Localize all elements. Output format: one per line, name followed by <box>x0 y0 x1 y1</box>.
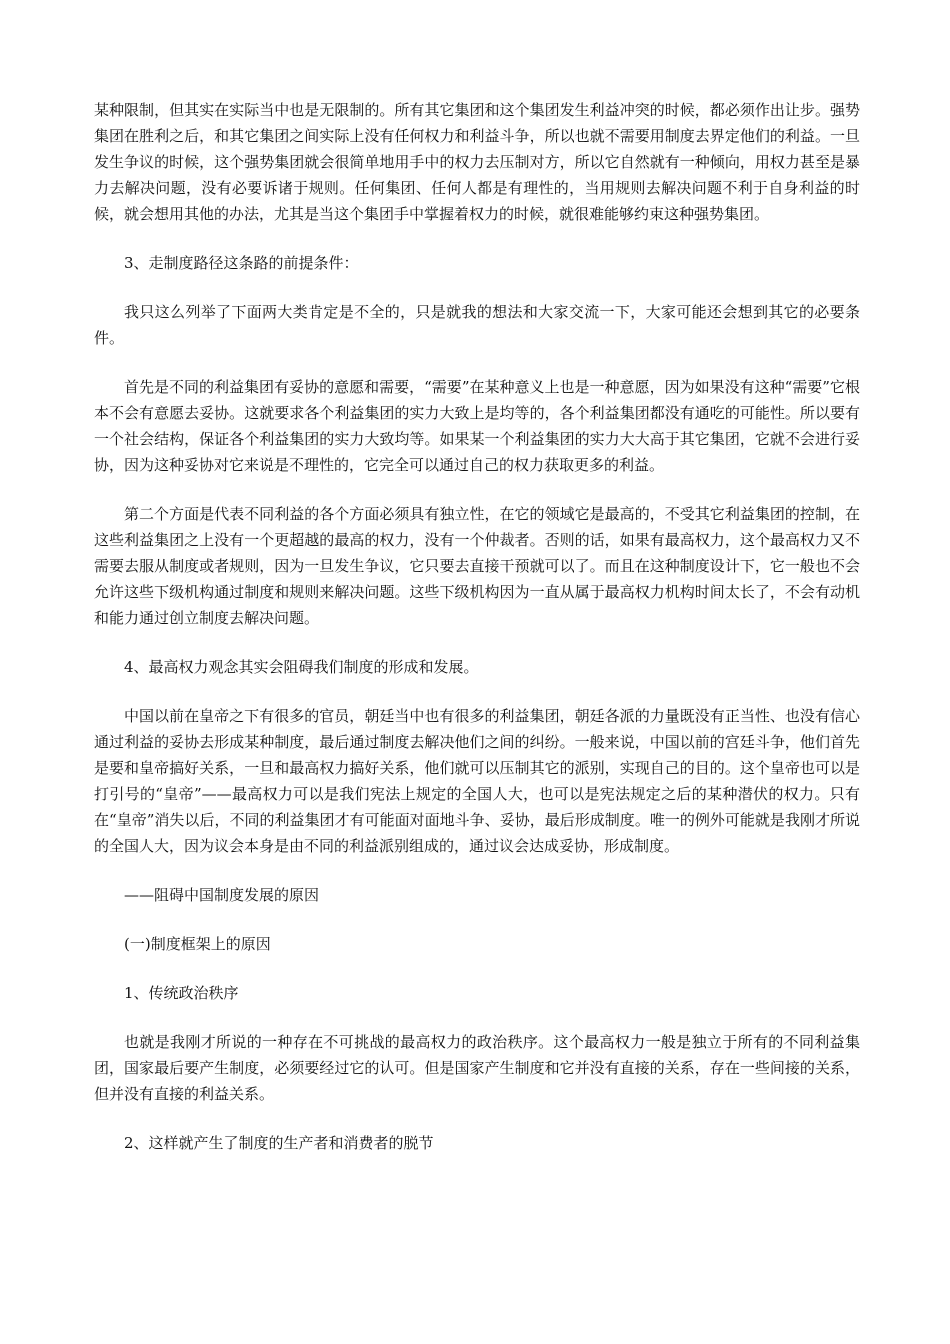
section-heading-4: 4、最高权力观念其实会阻碍我们制度的形成和发展。 <box>124 658 479 676</box>
subsection-heading-1: (一)制度框架上的原因 <box>124 935 271 953</box>
document-page <box>94 97 860 1179</box>
item-heading-2: 2、这样就产生了制度的生产者和消费者的脱节 <box>124 1134 434 1152</box>
paragraph-continuation: 某种限制，但其实在实际当中也是无限制的。所有其它集团和这个集团发生利益冲突的时候，都必须作出让步。强势集团在胜利之后，和其它集团之间实际上没有任何权力和利益斗争，所以也就不需要用制度去界定他们的利益。一旦发生争议的时候，这个强势集团就会很简单地用手中的权力去压制对方，所以它自然就有一种倾向，用权力甚至是暴力去解决问题，没有必要诉诸于规则。任何集团、任何人都是有理性的，当用规则去解决问题不利于自身利益的时候，就会想用其他的办法，尤其是当这个集团手中掌握着权力的时候，就很难能够约束这种强势集团。 <box>94 101 860 223</box>
section-heading-3: 3、走制度路径这条路的前提条件： <box>124 254 359 272</box>
paragraph: 第二个方面是代表不同利益的各个方面必须具有独立性，在它的领域它是最高的，不受其它利益集团的控制，在这些利益集团之上没有一个更超越的最高的权力，没有一个仲裁者。否则的话，如果有最高权力，这个最高权力又不需要去服从制度或者规则，因为一旦发生争议，它只要去直接干预就可以了。而且在这种制度设计下，它一般也不会允许这些下级机构通过制度和规则来解决问题。这些下级机构因为一直从属于最高权力机构时间太长了，不会有动机和能力通过创立制度去解决问题。 <box>94 505 860 627</box>
item-heading-1: 1、传统政治秩序 <box>124 984 239 1002</box>
section-title: ——阻碍中国制度发展的原因 <box>124 886 320 904</box>
paragraph: 也就是我刚才所说的一种存在不可挑战的最高权力的政治秩序。这个最高权力一般是独立于所有的不同利益集团，国家最后要产生制度，必须要经过它的认可。但是国家产生制度和它并没有直接的关系，存在一些间接的关系，但并没有直接的利益关系。 <box>94 1033 860 1103</box>
paragraph: 首先是不同的利益集团有妥协的意愿和需要，“需要”在某种意义上也是一种意愿，因为如果没有这种“需要”它根本不会有意愿去妥协。这就要求各个利益集团的实力大致上是均等的，各个利益集团都没有通吃的可能性。所以要有一个社会结构，保证各个利益集团的实力大致均等。如果某一个利益集团的实力大大高于其它集团，它就不会进行妥协，因为这种妥协对它来说是不理性的，它完全可以通过自己的权力获取更多的利益。 <box>94 378 860 474</box>
paragraph: 中国以前在皇帝之下有很多的官员，朝廷当中也有很多的利益集团，朝廷各派的力量既没有正当性、也没有信心通过利益的妥协去形成某种制度，最后通过制度去解决他们之间的纠纷。一般来说，中国以前的宫廷斗争，他们首先是要和皇帝搞好关系，一旦和最高权力搞好关系，他们就可以压制其它的派别，实现自己的目的。这个皇帝也可以是打引号的“皇帝”——最高权力可以是我们宪法上规定的全国人大，也可以是宪法规定之后的某种潜伏的权力。只有在“皇帝”消失以后，不同的利益集团才有可能面对面地斗争、妥协，最后形成制度。唯一的例外可能就是我刚才所说的全国人大，因为议会本身是由不同的利益派别组成的，通过议会达成妥协，形成制度。 <box>94 707 860 855</box>
paragraph: 我只这么列举了下面两大类肯定是不全的，只是就我的想法和大家交流一下，大家可能还会想到其它的必要条件。 <box>94 303 860 347</box>
